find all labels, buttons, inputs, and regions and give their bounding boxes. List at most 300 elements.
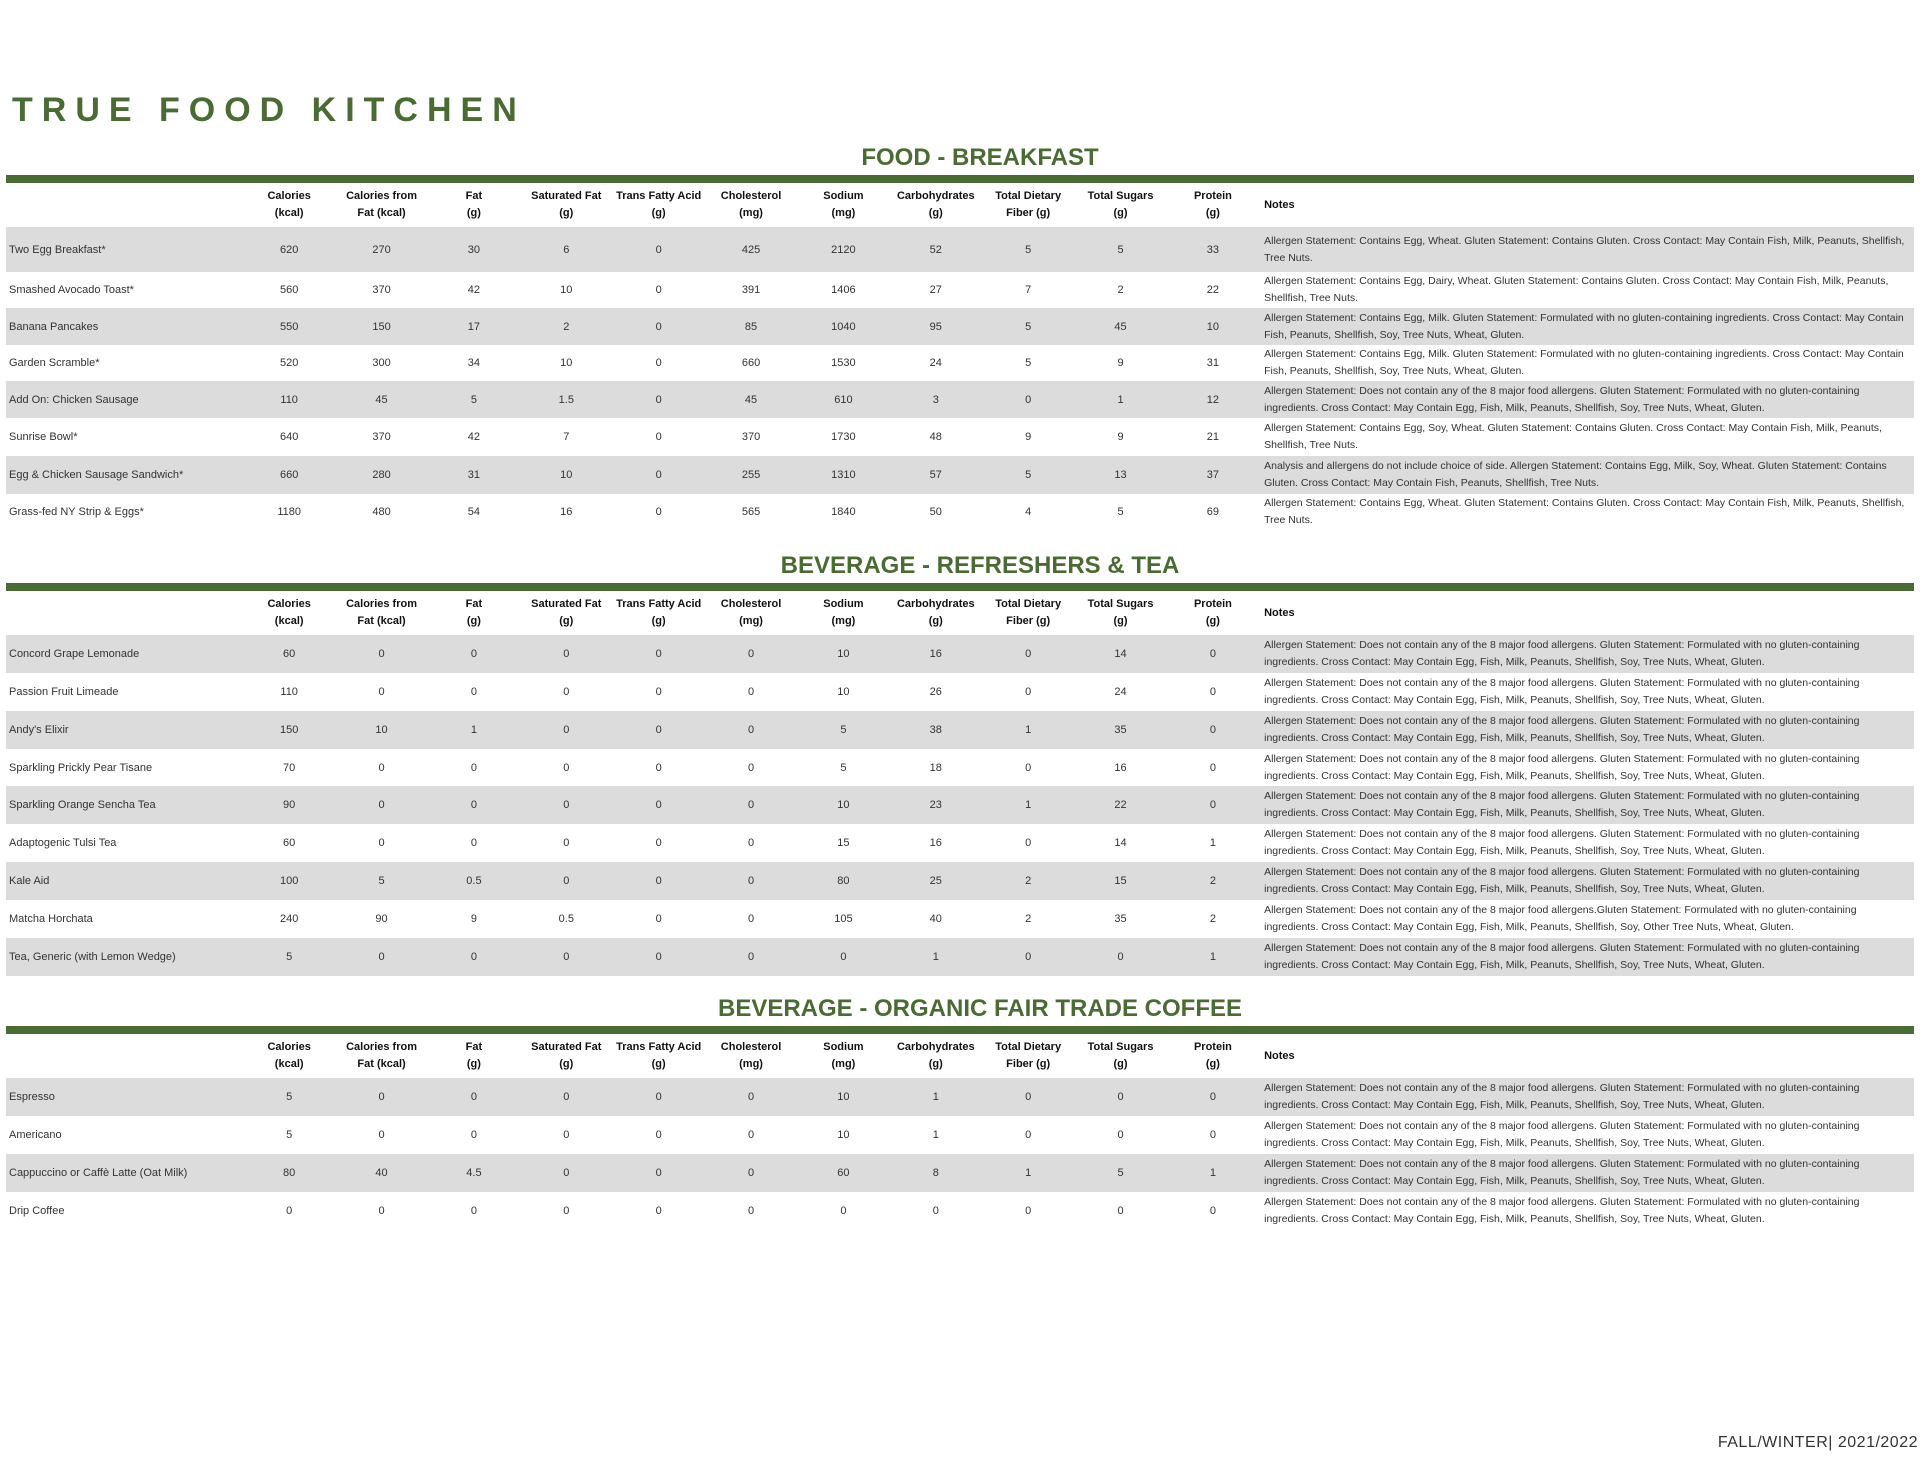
column-header-sugars xyxy=(1074,1034,1166,1078)
value-calories: 110 xyxy=(243,381,335,418)
column-header-line: Sodium xyxy=(823,598,864,610)
item-name: Egg & Chicken Sausage Sandwich* xyxy=(6,456,243,494)
value-fiber: 4 xyxy=(1025,506,1032,518)
value-protein: 22 xyxy=(1206,284,1220,296)
column-header-fiber xyxy=(982,1034,1074,1078)
value-sodium: 610 xyxy=(797,381,889,418)
value-sugars: 35 xyxy=(1074,711,1166,749)
item-name: Adaptogenic Tulsi Tea xyxy=(9,837,117,849)
item-notes: Allergen Statement: Does not contain any of the 8 major food allergens. Gluten Statement: Formulated with no gluten-containing ingredients. Cross Contact: May Contain Egg, Fish, Milk, Peanuts, Shellfish, Soy, Tree Nuts, Wheat, Gluten. xyxy=(1259,711,1914,749)
value-calories: 80 xyxy=(243,1154,335,1192)
value-trans-fat: 0 xyxy=(612,635,704,673)
value-cal-fat: 0 xyxy=(378,686,385,698)
item-name: Drip Coffee xyxy=(9,1204,65,1217)
column-header-cal-fat xyxy=(335,591,427,635)
value-fiber: 0 xyxy=(1025,1129,1032,1141)
item-name: Andy's Elixir xyxy=(6,711,243,749)
value-trans-fat: 0 xyxy=(612,786,704,824)
value-cholesterol: 0 xyxy=(705,1154,797,1192)
value-carbs: 23 xyxy=(890,786,982,824)
value-carbs: 27 xyxy=(929,284,942,296)
value-calories: 1180 xyxy=(277,506,301,518)
column-header-notes: Notes xyxy=(1264,198,1295,211)
item-notes: Allergen Statement: Does not contain any of the 8 major food allergens. Gluten Statement: Formulated with no gluten-containing ingredients. Cross Contact: May Contain Egg, Fish, Milk, Peanuts, Shellfish, Soy, Tree Nuts, Wheat, Gluten. xyxy=(1264,677,1860,706)
column-header-sodium xyxy=(797,1034,889,1078)
value-fat: 1 xyxy=(428,711,520,749)
value-sodium: 1530 xyxy=(831,357,856,369)
item-notes: Allergen Statement: Does not contain any of the 8 major food allergens. Gluten Statement: Formulated with no gluten-containing ingredients. Cross Contact: May Contain Egg, Fish, Milk, Peanuts, Shellfish, Soy, Tree Nuts, Wheat, Gluten. xyxy=(1259,635,1914,673)
column-header-sat-fat xyxy=(520,183,612,227)
value-calories: 660 xyxy=(243,456,335,494)
value-sat-fat: 16 xyxy=(560,506,573,518)
value-trans-fat: 0 xyxy=(655,686,662,698)
value-protein: 10 xyxy=(1167,308,1259,345)
value-protein: 0 xyxy=(1167,635,1259,673)
value-sat-fat: 0 xyxy=(563,1204,570,1217)
column-header-line: Sodium xyxy=(823,1041,864,1053)
item-notes: Allergen Statement: Does not contain any of the 8 major food allergens. Gluten Statement: Formulated with no gluten-containing ingredients. Cross Contact: May Contain Egg, Fish, Milk, Peanuts, Shellfish, Soy, Tree Nuts, Wheat, Gluten. xyxy=(1259,862,1914,900)
value-carbs: 57 xyxy=(890,456,982,494)
value-sat-fat: 0 xyxy=(520,1154,612,1192)
value-fat: 0 xyxy=(428,635,520,673)
value-sat-fat: 1.5 xyxy=(520,381,612,418)
value-calories: 5 xyxy=(286,1129,293,1141)
column-header-cal-fat xyxy=(335,1034,427,1078)
value-trans-fat: 0 xyxy=(612,1078,704,1116)
table-row xyxy=(6,938,1914,976)
value-sat-fat: 0 xyxy=(520,938,612,976)
value-fiber: 2 xyxy=(982,862,1074,900)
value-carbs: 38 xyxy=(890,711,982,749)
value-fiber: 5 xyxy=(982,456,1074,494)
value-fat: 34 xyxy=(467,357,481,369)
table-row xyxy=(6,272,1914,308)
column-header-line: Cholesterol xyxy=(720,190,782,202)
value-fiber: 1 xyxy=(982,711,1074,749)
value-calories: 5 xyxy=(243,938,335,976)
column-header-unit: (mg) xyxy=(739,615,763,627)
section-title: BEVERAGE - ORGANIC FAIR TRADE COFFEE xyxy=(717,995,1243,1022)
section-divider-bar xyxy=(6,1026,1914,1034)
value-cal-fat: 300 xyxy=(372,357,391,369)
value-trans-fat: 0 xyxy=(612,381,704,418)
value-trans-fat: 0 xyxy=(612,456,704,494)
item-notes: Allergen Statement: Does not contain any of the 8 major food allergens. Gluten Statement: Formulated with no gluten-containing ingredients. Cross Contact: May Contain Egg, Fish, Milk, Peanuts, Shellfish, Soy, Tree Nuts, Wheat, Gluten. xyxy=(1264,828,1860,857)
value-cholesterol: 0 xyxy=(747,913,755,925)
season-footer: FALL/WINTER| 2021/2022 xyxy=(1717,1434,1918,1451)
value-fiber: 0 xyxy=(1025,1204,1032,1217)
column-header-unit: (kcal) xyxy=(274,207,304,219)
column-header-unit: (g) xyxy=(928,207,943,219)
value-trans-fat: 0 xyxy=(612,862,704,900)
item-name: Cappuccino or Caffè Latte (Oat Milk) xyxy=(6,1154,243,1192)
value-fiber: 5 xyxy=(982,308,1074,345)
value-carbs: 52 xyxy=(890,227,982,272)
column-header-line: Total Sugars xyxy=(1087,1041,1154,1053)
value-sugars: 5 xyxy=(1074,227,1166,272)
column-header-unit: (mg) xyxy=(831,1058,856,1070)
value-carbs: 1 xyxy=(932,1129,939,1141)
value-carbs: 16 xyxy=(929,837,942,849)
column-header-protein xyxy=(1167,1034,1259,1078)
value-carbs: 48 xyxy=(929,431,942,443)
value-protein: 31 xyxy=(1206,357,1220,369)
column-header-protein xyxy=(1167,591,1259,635)
value-fat: 0 xyxy=(470,1204,477,1217)
column-header-line: Protein xyxy=(1193,1041,1232,1053)
value-sugars: 0 xyxy=(1117,1204,1124,1217)
column-header-unit: (g) xyxy=(559,615,574,627)
value-sugars: 13 xyxy=(1074,456,1166,494)
value-fat: 17 xyxy=(428,308,520,345)
value-trans-fat: 0 xyxy=(655,284,662,296)
value-sugars: 5 xyxy=(1074,1154,1166,1192)
value-sodium: 5 xyxy=(797,711,889,749)
value-cholesterol: 660 xyxy=(741,357,761,369)
column-header-fiber xyxy=(982,591,1074,635)
value-fat: 5 xyxy=(428,381,520,418)
column-header-calories xyxy=(243,591,335,635)
value-sat-fat: 2 xyxy=(520,308,612,345)
value-fat: 0 xyxy=(428,786,520,824)
table-row xyxy=(6,308,1914,345)
value-cal-fat: 370 xyxy=(372,431,391,443)
column-header-line: Calories xyxy=(267,190,311,202)
value-sodium: 2120 xyxy=(797,227,889,272)
table-row xyxy=(6,1116,1914,1154)
column-header-unit: (mg) xyxy=(831,207,856,219)
value-cholesterol: 565 xyxy=(741,506,761,518)
value-sodium: 10 xyxy=(797,635,889,673)
column-header-unit: Fiber (g) xyxy=(1006,615,1051,627)
item-name: Sunrise Bowl* xyxy=(9,431,78,443)
column-header-sat-fat xyxy=(520,591,612,635)
value-fat: 0 xyxy=(470,686,477,698)
column-header-unit: (kcal) xyxy=(274,1058,304,1070)
column-header-trans-fat xyxy=(612,1034,704,1078)
value-fiber: 0 xyxy=(1025,837,1032,849)
value-trans-fat: 0 xyxy=(655,913,662,925)
value-protein: 33 xyxy=(1167,227,1259,272)
value-cal-fat: 270 xyxy=(335,227,427,272)
column-header-unit: (mg) xyxy=(831,615,856,627)
value-carbs: 26 xyxy=(929,686,942,698)
column-header-line: Total Sugars xyxy=(1087,190,1154,202)
table-row xyxy=(6,381,1914,418)
value-cholesterol: 0 xyxy=(705,635,797,673)
value-protein: 0 xyxy=(1209,1204,1216,1217)
column-header-line: Saturated Fat xyxy=(531,598,602,610)
column-header-line: Total Sugars xyxy=(1087,598,1154,610)
value-sat-fat: 0 xyxy=(563,686,570,698)
value-carbs: 25 xyxy=(890,862,982,900)
value-cal-fat: 5 xyxy=(335,862,427,900)
value-cholesterol: 0 xyxy=(747,686,755,698)
value-cal-fat: 370 xyxy=(372,284,391,296)
value-carbs: 50 xyxy=(929,506,942,518)
column-header-unit: (g) xyxy=(559,1058,574,1070)
value-trans-fat: 0 xyxy=(612,1154,704,1192)
value-calories: 70 xyxy=(283,761,296,774)
column-header-unit: (g) xyxy=(466,207,481,219)
value-fat: 0 xyxy=(428,938,520,976)
value-cal-fat: 90 xyxy=(375,913,388,925)
value-calories: 90 xyxy=(243,786,335,824)
column-header-calories xyxy=(243,1034,335,1078)
value-cal-fat: 0 xyxy=(335,786,427,824)
column-header-unit: Fat (kcal) xyxy=(357,615,406,627)
value-protein: 1 xyxy=(1167,938,1259,976)
value-sodium: 0 xyxy=(797,938,889,976)
column-header-line: Calories from xyxy=(346,598,417,610)
column-header-line: Carbohydrates xyxy=(896,1041,975,1053)
value-cholesterol: 0 xyxy=(705,862,797,900)
value-sat-fat: 0.5 xyxy=(558,913,574,925)
column-header-line: Calories xyxy=(267,598,311,610)
value-cholesterol: 0 xyxy=(705,786,797,824)
value-trans-fat: 0 xyxy=(655,837,662,849)
value-cholesterol: 391 xyxy=(741,284,761,296)
value-calories: 5 xyxy=(243,1078,335,1116)
value-cholesterol: 0 xyxy=(747,837,755,849)
column-header-notes: Notes xyxy=(1264,606,1295,619)
value-carbs: 95 xyxy=(890,308,982,345)
value-sugars: 15 xyxy=(1074,862,1166,900)
value-cal-fat: 280 xyxy=(335,456,427,494)
column-header-unit: (g) xyxy=(1113,207,1128,219)
value-protein: 0 xyxy=(1209,761,1216,774)
value-carbs: 0 xyxy=(932,1204,939,1217)
column-header-carbs xyxy=(890,183,982,227)
value-cholesterol: 425 xyxy=(705,227,797,272)
value-fiber: 0 xyxy=(982,381,1074,418)
value-fiber: 0 xyxy=(1025,761,1032,774)
value-sodium: 0 xyxy=(840,1204,847,1217)
value-cal-fat: 0 xyxy=(335,938,427,976)
item-name: Grass-fed NY Strip & Eggs* xyxy=(9,506,144,518)
value-fat: 30 xyxy=(428,227,520,272)
value-calories: 0 xyxy=(286,1204,293,1217)
item-name: Two Egg Breakfast* xyxy=(6,227,243,272)
brand-logo-text: TRUE FOOD KITCHEN xyxy=(12,91,526,129)
column-header-line: Saturated Fat xyxy=(531,190,602,202)
column-header-unit: Fat (kcal) xyxy=(357,207,406,219)
value-sugars: 22 xyxy=(1074,786,1166,824)
column-header-unit: (g) xyxy=(651,207,666,219)
value-calories: 550 xyxy=(243,308,335,345)
value-cal-fat: 0 xyxy=(335,635,427,673)
value-protein: 0 xyxy=(1209,1129,1216,1141)
column-header-unit: (mg) xyxy=(739,1058,763,1070)
value-fat: 0 xyxy=(470,1129,477,1141)
value-sat-fat: 6 xyxy=(520,227,612,272)
value-sat-fat: 7 xyxy=(563,431,570,443)
value-carbs: 1 xyxy=(890,1078,982,1116)
value-sugars: 24 xyxy=(1114,686,1127,698)
value-protein: 2 xyxy=(1167,862,1259,900)
column-header-line: Calories from xyxy=(346,190,417,202)
value-sodium: 1840 xyxy=(831,506,856,518)
value-cholesterol: 85 xyxy=(705,308,797,345)
item-name: Smashed Avocado Toast* xyxy=(9,284,134,296)
column-header-line: Carbohydrates xyxy=(896,190,975,202)
value-cholesterol: 0 xyxy=(747,761,755,774)
column-header-line: Trans Fatty Acid xyxy=(616,190,702,202)
value-fiber: 5 xyxy=(1025,357,1032,369)
value-trans-fat: 0 xyxy=(612,938,704,976)
item-name: Passion Fruit Limeade xyxy=(9,686,119,698)
item-notes: Allergen Statement: Contains Egg, Wheat. Gluten Statement: Contains Gluten. Cross Contact: May Contain Fish, Milk, Peanuts, Shellfish, Tree Nuts. xyxy=(1264,497,1905,526)
value-trans-fat: 0 xyxy=(655,1129,662,1141)
item-name: Tea, Generic (with Lemon Wedge) xyxy=(6,938,243,976)
value-trans-fat: 0 xyxy=(655,761,662,774)
value-protein: 0 xyxy=(1167,786,1259,824)
value-calories: 640 xyxy=(279,431,299,443)
column-header-protein xyxy=(1167,183,1259,227)
nutrition-table xyxy=(6,591,1914,976)
value-sugars: 35 xyxy=(1114,913,1127,925)
column-header-unit: (g) xyxy=(928,615,943,627)
item-name: Sparkling Orange Sencha Tea xyxy=(6,786,243,824)
value-trans-fat: 0 xyxy=(612,711,704,749)
value-cal-fat: 40 xyxy=(335,1154,427,1192)
column-header-sodium xyxy=(797,183,889,227)
value-cholesterol: 370 xyxy=(741,431,761,443)
value-carbs: 3 xyxy=(890,381,982,418)
value-trans-fat: 0 xyxy=(612,308,704,345)
item-name-header xyxy=(6,1034,243,1078)
value-sat-fat: 10 xyxy=(520,456,612,494)
value-calories: 60 xyxy=(243,635,335,673)
value-protein: 1 xyxy=(1167,1154,1259,1192)
column-header-unit: (g) xyxy=(466,615,481,627)
value-calories: 100 xyxy=(243,862,335,900)
column-header-unit: (g) xyxy=(1205,615,1220,627)
value-cholesterol: 0 xyxy=(705,938,797,976)
value-carbs: 1 xyxy=(890,938,982,976)
value-sodium: 10 xyxy=(837,686,850,698)
column-header-unit: (g) xyxy=(1205,207,1220,219)
column-header-line: Sodium xyxy=(823,190,864,202)
column-header-unit: Fiber (g) xyxy=(1006,1058,1051,1070)
value-sugars: 0 xyxy=(1074,938,1166,976)
value-trans-fat: 0 xyxy=(655,1204,662,1217)
value-sodium: 1040 xyxy=(797,308,889,345)
value-sugars: 5 xyxy=(1117,506,1124,518)
value-sodium: 15 xyxy=(837,837,850,849)
value-sat-fat: 0 xyxy=(563,761,570,774)
value-cal-fat: 0 xyxy=(335,1078,427,1116)
value-cal-fat: 0 xyxy=(378,837,385,849)
value-carbs: 18 xyxy=(929,761,942,774)
value-calories: 560 xyxy=(279,284,299,296)
table-row xyxy=(6,1154,1914,1192)
value-sugars: 9 xyxy=(1117,431,1124,443)
column-header-line: Calories xyxy=(267,1041,311,1053)
item-notes: Allergen Statement: Contains Egg, Soy, Wheat. Gluten Statement: Contains Gluten. Cross Contact: May Contain Fish, Milk, Peanuts, Shellfish, Tree Nuts. xyxy=(1264,422,1882,451)
value-sugars: 0 xyxy=(1117,1129,1124,1141)
section-divider-bar xyxy=(6,175,1914,183)
column-header-unit: (g) xyxy=(466,1058,481,1070)
value-protein: 21 xyxy=(1206,431,1220,443)
item-name: Banana Pancakes xyxy=(6,308,243,345)
item-notes: Allergen Statement: Does not contain any of the 8 major food allergens. Gluten Statement: Formulated with no gluten-containing ingredients. Cross Contact: May Contain Egg, Fish, Milk, Peanuts, Shellfish, Soy, Tree Nuts, Wheat, Gluten. xyxy=(1259,1154,1914,1192)
item-notes: Allergen Statement: Contains Egg, Milk. Gluten Statement: Formulated with no gluten-containing ingredients. Cross Contact: May Contain Fish, Peanuts, Shellfish, Soy, Tree Nuts, Wheat, Gluten. xyxy=(1259,308,1914,345)
column-header-line: Saturated Fat xyxy=(531,1041,602,1053)
value-calories: 110 xyxy=(280,686,298,698)
value-sat-fat: 10 xyxy=(560,357,573,369)
value-cal-fat: 0 xyxy=(378,1204,385,1217)
value-sugars: 16 xyxy=(1114,761,1127,774)
value-fat: 0 xyxy=(428,1078,520,1116)
item-notes: Allergen Statement: Does not contain any of the 8 major food allergens.Gluten Statement: Formulated with no gluten-containing ingredients. Cross Contact: May Contain Egg, Fish, Milk, Peanuts, Shellfish, Soy, Other Tree Nuts, Wheat, Gluten. xyxy=(1264,904,1857,933)
value-cholesterol: 0 xyxy=(705,711,797,749)
value-fiber: 2 xyxy=(1025,913,1032,925)
table-row xyxy=(6,1192,1914,1229)
value-sugars: 45 xyxy=(1074,308,1166,345)
table-row xyxy=(6,494,1914,530)
value-sodium: 105 xyxy=(834,913,853,925)
value-sat-fat: 0 xyxy=(520,711,612,749)
column-header-fiber xyxy=(982,183,1074,227)
column-header-cal-fat xyxy=(335,183,427,227)
table-row xyxy=(6,227,1914,272)
column-header-line: Fat xyxy=(465,190,483,202)
nutrition-table xyxy=(6,1034,1914,1229)
item-name: Garden Scramble* xyxy=(9,357,100,369)
value-cholesterol: 0 xyxy=(705,1078,797,1116)
column-header-unit: Fat (kcal) xyxy=(357,1058,406,1070)
value-cholesterol: 45 xyxy=(705,381,797,418)
column-header-sugars xyxy=(1074,183,1166,227)
value-carbs: 8 xyxy=(890,1154,982,1192)
section-title: FOOD - BREAKFAST xyxy=(861,144,1099,171)
value-sodium: 10 xyxy=(797,786,889,824)
column-header-line: Trans Fatty Acid xyxy=(616,598,702,610)
value-protein: 0 xyxy=(1209,686,1216,698)
value-sodium: 5 xyxy=(840,761,847,774)
column-header-line: Calories from xyxy=(346,1041,417,1053)
column-header-line: Protein xyxy=(1193,598,1232,610)
column-header-unit: (g) xyxy=(1113,1058,1128,1070)
column-header-line: Carbohydrates xyxy=(896,598,975,610)
column-header-unit: (mg) xyxy=(739,207,763,219)
value-calories: 620 xyxy=(243,227,335,272)
item-notes: Allergen Statement: Contains Egg, Milk. Gluten Statement: Formulated with no gluten-containing ingredients. Cross Contact: May Contain Fish, Peanuts, Shellfish, Soy, Tree Nuts, Wheat, Gluten. xyxy=(1264,348,1904,377)
value-fat: 0.5 xyxy=(428,862,520,900)
item-name: Concord Grape Lemonade xyxy=(6,635,243,673)
value-fiber: 9 xyxy=(1025,431,1032,443)
value-sodium: 1406 xyxy=(831,284,856,296)
value-cholesterol: 0 xyxy=(747,1204,755,1217)
column-header-line: Fat xyxy=(465,598,483,610)
value-cal-fat: 150 xyxy=(335,308,427,345)
value-protein: 0 xyxy=(1167,1078,1259,1116)
value-cal-fat: 0 xyxy=(378,1129,385,1141)
value-sugars: 0 xyxy=(1074,1078,1166,1116)
value-fat: 54 xyxy=(467,506,481,518)
item-name: Add On: Chicken Sausage xyxy=(6,381,243,418)
value-fat: 4.5 xyxy=(428,1154,520,1192)
item-notes: Allergen Statement: Does not contain any of the 8 major food allergens. Gluten Statement: Formulated with no gluten-containing ingredients. Cross Contact: May Contain Egg, Fish, Milk, Peanuts, Shellfish, Soy, Tree Nuts, Wheat, Gluten. xyxy=(1264,752,1860,782)
column-header-line: Fat xyxy=(465,1041,483,1053)
section-title: BEVERAGE - REFRESHERS & TEA xyxy=(780,552,1180,579)
value-fiber: 1 xyxy=(982,1154,1074,1192)
section-beverage-refreshers-tea xyxy=(6,551,1914,976)
column-header-unit: (g) xyxy=(651,1058,666,1070)
item-name: Espresso xyxy=(6,1078,243,1116)
value-protein: 0 xyxy=(1167,711,1259,749)
